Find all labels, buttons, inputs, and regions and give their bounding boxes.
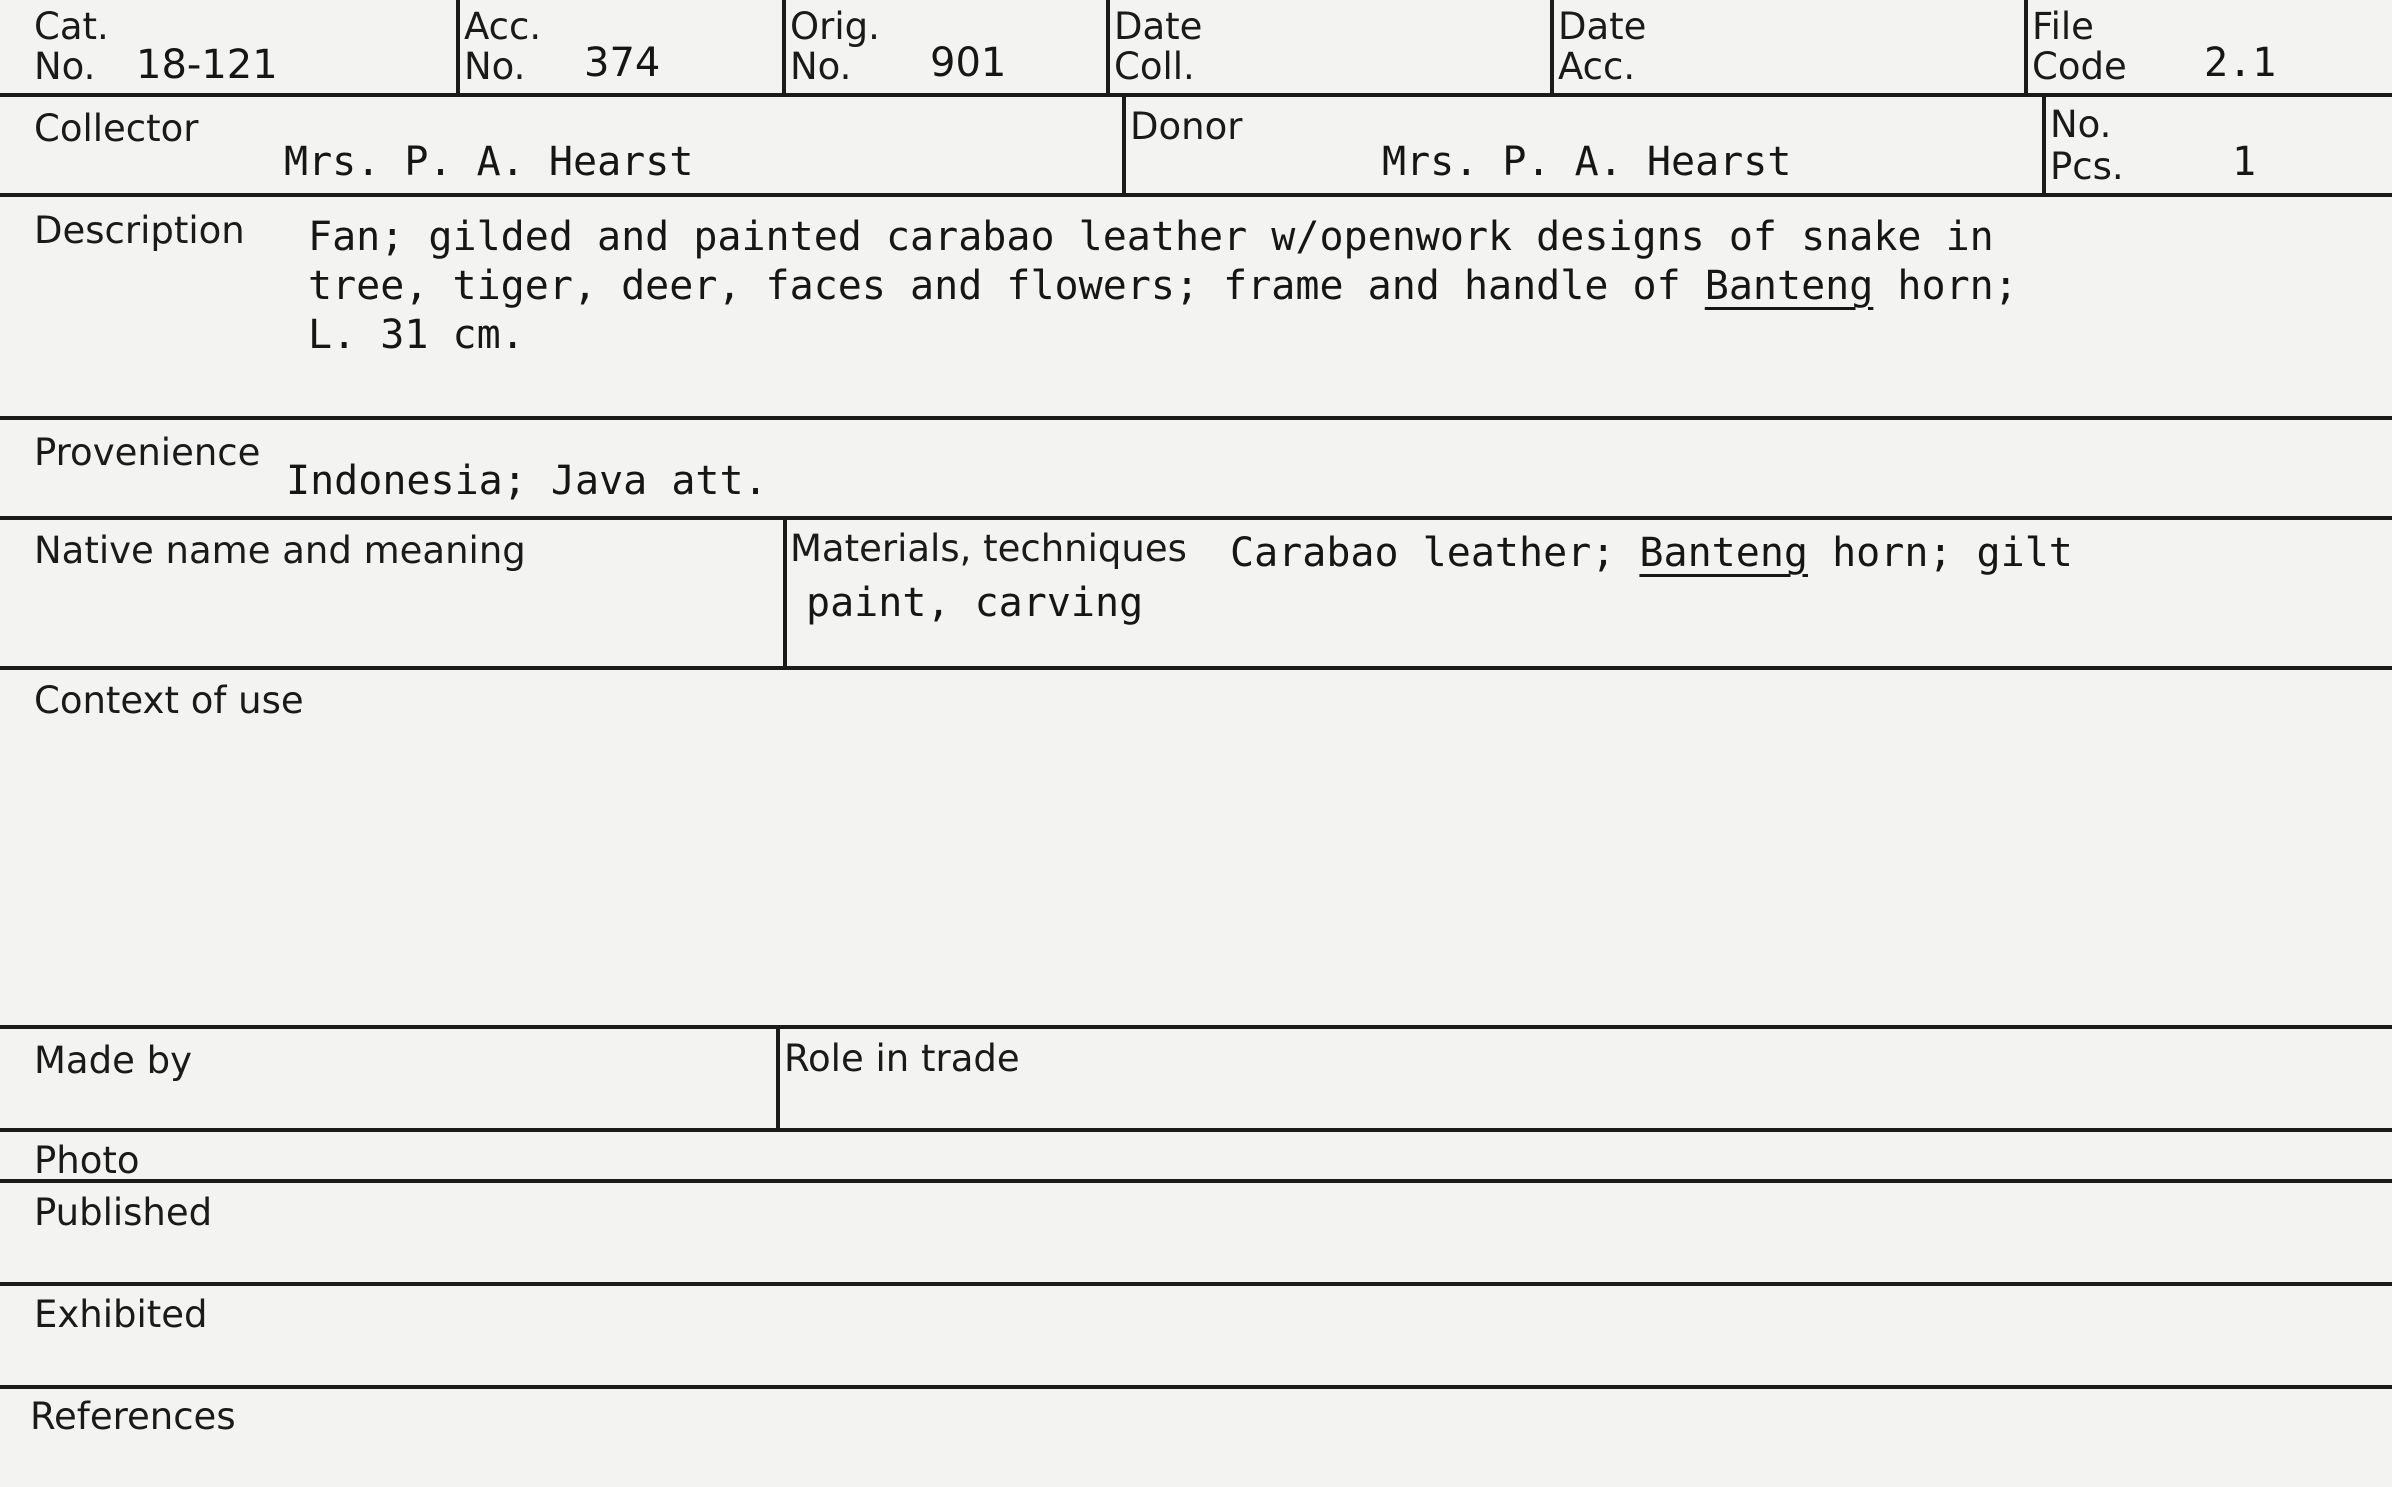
materials-line-1 [1230,528,2073,578]
rule-v-madeby [776,1027,780,1130]
orig-no-label: No. [790,45,852,88]
context-label: Context of use [34,679,304,722]
date-acc-label: Date [1558,5,1647,48]
file-code-label: File [2032,5,2094,48]
date-coll-label-2: Coll. [1114,45,1195,88]
rule-materials-bottom [0,666,2392,670]
file-code-value: 2.1 [2204,40,2277,86]
rule-madeby-bottom [0,1128,2392,1132]
materials-line-1b: horn; gilt [1807,530,2073,576]
rule-people-bottom [0,193,2392,197]
rule-header-bottom [0,93,2392,97]
materials-underlined-word: Banteng [1639,530,1808,576]
acc-no-value: 374 [584,40,661,86]
rule-photo-bottom [0,1179,2392,1183]
made-by-label: Made by [34,1039,192,1082]
rule-v-cat [456,0,460,95]
role-in-trade-label: Role in trade [784,1037,1020,1080]
file-code-label-2: Code [2032,45,2127,88]
photo-label: Photo [34,1139,140,1182]
materials-label: Materials, techniques [790,527,1187,570]
rule-v-acc [782,0,786,95]
description-underlined-word: Banteng [1704,263,1874,309]
donor-value: Mrs. P. A. Hearst [1382,139,1792,185]
description-line-2a: tree, tiger, deer, faces and flowers; frame and handle of [308,263,1705,309]
description-line-1: Fan; gilded and painted carabao leather w/openwork designs of snake in [308,214,1994,260]
donor-label: Donor [1130,105,1243,148]
orig-label: Orig. [790,5,880,48]
description-line-3: L. 31 cm. [308,312,525,358]
rule-exhibited-bottom [0,1385,2392,1389]
cat-label: Cat. [34,5,109,48]
orig-no-value: 901 [930,40,1007,86]
rule-v-donor [2042,95,2046,195]
rule-provenience-bottom [0,516,2392,520]
pcs-label-2: Pcs. [2050,145,2124,188]
rule-context-bottom [0,1025,2392,1029]
pcs-value: 1 [2232,139,2257,185]
acc-label: Acc. [464,5,542,48]
published-label: Published [34,1191,213,1234]
description-line-2b: horn; [1873,263,2018,309]
description-line-2 [308,261,2018,311]
rule-v-orig [1106,0,1110,95]
rule-v-datecoll [1550,0,1554,95]
provenience-label: Provenience [34,431,261,474]
rule-v-native [783,518,787,668]
rule-published-bottom [0,1282,2392,1286]
collector-value: Mrs. P. A. Hearst [284,139,694,185]
materials-line-2: paint, carving [806,580,1144,626]
rule-description-bottom [0,416,2392,420]
date-coll-label: Date [1114,5,1203,48]
description-label: Description [34,209,245,252]
pcs-label: No. [2050,103,2112,146]
references-label: References [30,1395,236,1438]
exhibited-label: Exhibited [34,1293,208,1336]
rule-v-dateacc [2024,0,2028,95]
acc-no-label: No. [464,45,526,88]
cat-no-label: No. [34,45,96,88]
provenience-value: Indonesia; Java att. [286,458,768,504]
native-name-label: Native name and meaning [34,529,526,572]
collector-label: Collector [34,107,199,150]
date-acc-label-2: Acc. [1558,45,1636,88]
materials-line-1a: Carabao leather; [1230,530,1640,576]
cat-no-value: 18-121 [136,42,278,88]
rule-v-collector [1122,95,1126,195]
